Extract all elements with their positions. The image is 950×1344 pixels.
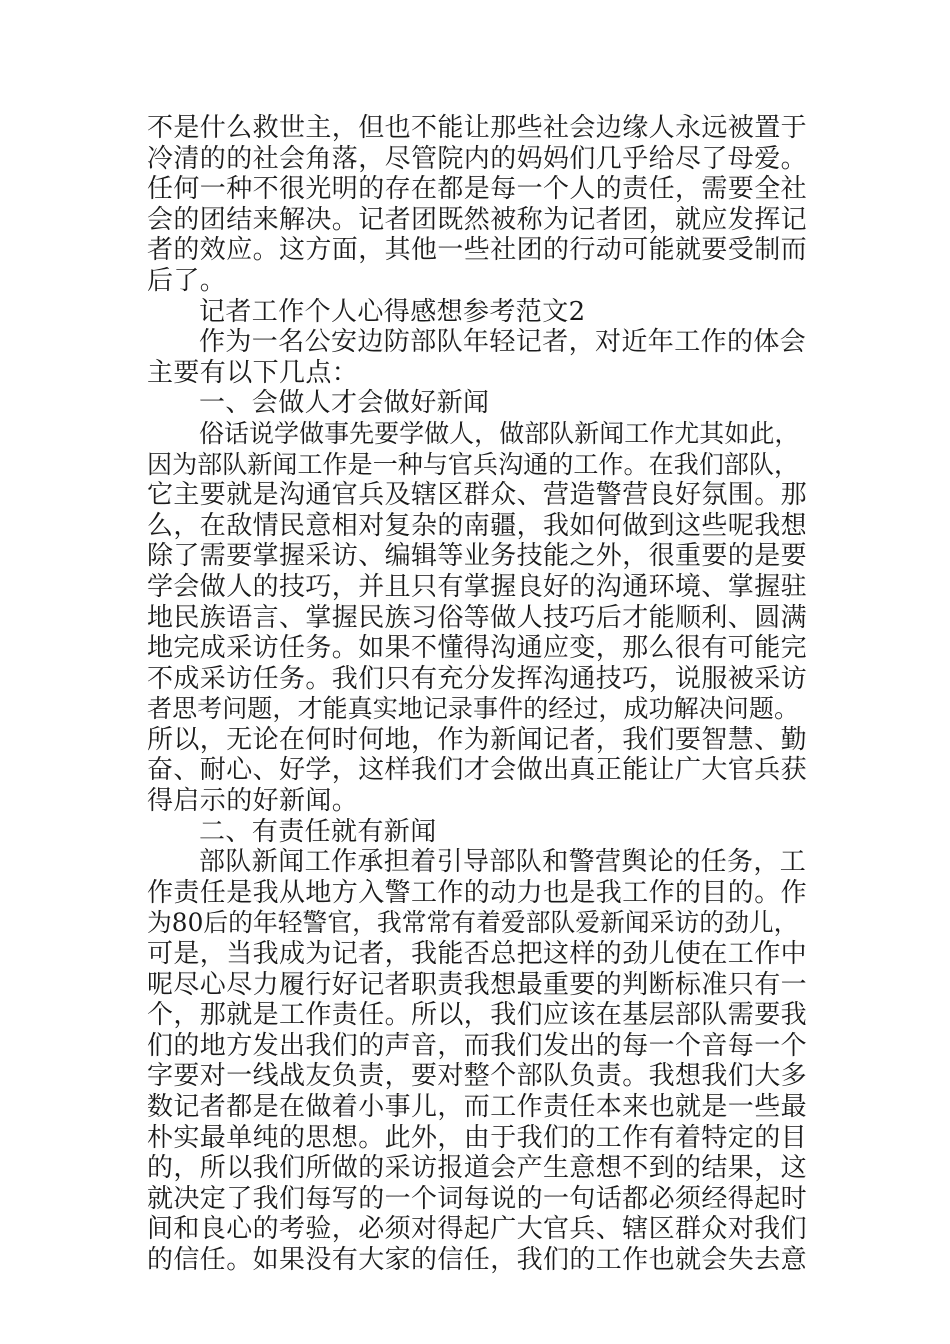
text-line: 们的地方发出我们的声音，而我们发出的每一个音每一个 — [147, 1030, 808, 1061]
text-line: 奋、耐心、好学，这样我们才会做出真正能让广大官兵获 — [147, 755, 808, 786]
text-line: 的，所以我们所做的采访报道会产生意想不到的结果，这 — [147, 1153, 808, 1184]
text-line: 不成采访任务。我们只有充分发挥沟通技巧，说服被采访 — [147, 663, 808, 694]
text-line: 个，那就是工作责任。所以，我们应该在基层部队需要我 — [147, 1000, 808, 1031]
text-line: 者的效应。这方面，其他一些社团的行动可能就要受制而 — [147, 235, 808, 266]
document-body — [147, 113, 807, 1276]
text-line: 的信任。如果没有大家的信任，我们的工作也就会失去意 — [147, 1244, 808, 1275]
text-line: 部队新闻工作承担着引导部队和警营舆论的任务，工 — [199, 847, 807, 878]
text-line: 不是什么救世主，但也不能让那些社会边缘人永远被置于 — [147, 113, 808, 143]
text-line: 它主要就是沟通官兵及辖区群众、营造警营良好氛围。那 — [147, 480, 808, 511]
text-line: 为80后的年轻警官，我常常有着爱部队爱新闻采访的劲儿， — [147, 908, 799, 938]
text-line: 字要对一线战友负责，要对整个部队负责。我想我们大多 — [147, 1061, 808, 1092]
text-line: 么，在敌情民意相对复杂的南疆，我如何做到这些呢我想 — [147, 510, 808, 541]
text-line: 作为一名公安边防部队年轻记者，对近年工作的体会 — [199, 327, 807, 358]
text-line: 因为部队新闻工作是一种与官兵沟通的工作。在我们部队， — [147, 449, 800, 479]
text-line: 二、有责任就有新闻 — [199, 816, 437, 847]
text-line: 所以，无论在何时何地，作为新闻记者，我们要智慧、勤 — [147, 724, 808, 755]
text-line: 学会做人的技巧，并且只有掌握良好的沟通环境、掌握驻 — [147, 571, 808, 602]
text-line: 除了需要掌握采访、编辑等业务技能之外，很重要的是要 — [147, 541, 808, 572]
text-line: 呢尽心尽力履行好记者职责我想最重要的判断标准只有一 — [147, 969, 808, 1000]
text-line: 主要有以下几点： — [147, 357, 359, 388]
text-line: 得启示的好新闻。 — [147, 786, 359, 817]
text-line: 会的团结来解决。记者团既然被称为记者团，就应发挥记 — [147, 204, 808, 235]
text-line: 就决定了我们每写的一个词每说的一句话都必须经得起时 — [147, 1183, 808, 1214]
text-line: 间和良心的考验，必须对得起广大官兵、辖区群众对我们 — [147, 1214, 808, 1245]
text-line: 俗话说学做事先要学做人，做部队新闻工作尤其如此， — [199, 418, 800, 448]
text-line: 朴实最单纯的思想。此外，由于我们的工作有着特定的目 — [147, 1122, 808, 1153]
text-line: 一、会做人才会做好新闻 — [199, 388, 490, 419]
text-line: 任何一种不很光明的存在都是每一个人的责任，需要全社 — [147, 174, 808, 205]
text-line: 记者工作个人心得感想参考范文2 — [199, 296, 586, 327]
text-line: 者思考问题，才能真实地记录事件的经过，成功解决问题。 — [147, 694, 800, 724]
text-line: 可是，当我成为记者，我能否总把这样的劲儿使在工作中 — [147, 939, 808, 970]
text-line: 冷清的的社会角落，尽管院内的妈妈们几乎给尽了母爱。 — [147, 143, 808, 174]
text-line: 地完成采访任务。如果不懂得沟通应变，那么很有可能完 — [147, 633, 808, 664]
text-line: 地民族语言、掌握民族习俗等做人技巧后才能顺利、圆满 — [147, 602, 808, 633]
text-line: 数记者都是在做着小事儿，而工作责任本来也就是一些最 — [147, 1092, 808, 1122]
text-line: 后了。 — [147, 265, 227, 296]
text-line: 作责任是我从地方入警工作的动力也是我工作的目的。作 — [147, 877, 808, 908]
